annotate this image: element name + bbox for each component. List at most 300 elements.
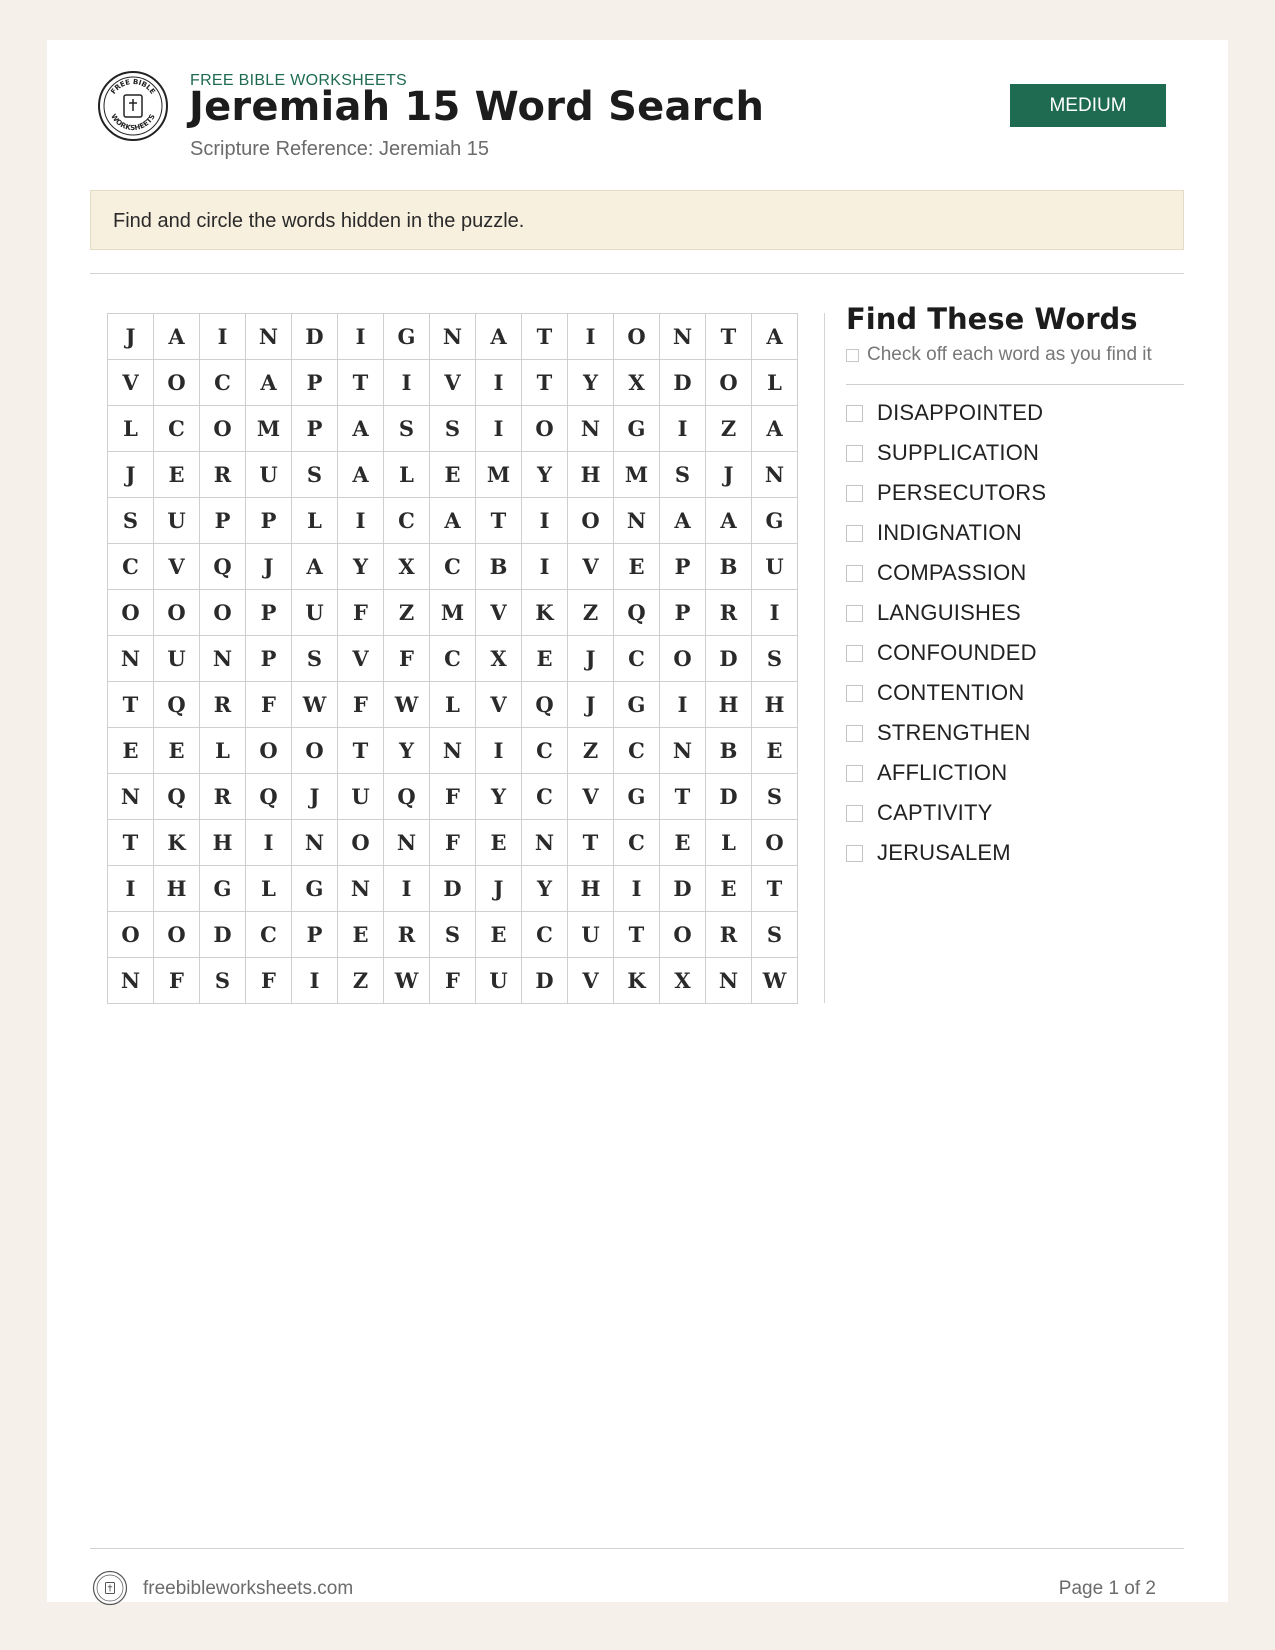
grid-cell[interactable]: L bbox=[246, 866, 292, 912]
grid-cell[interactable]: O bbox=[752, 820, 798, 866]
grid-cell[interactable]: R bbox=[706, 590, 752, 636]
grid-cell[interactable]: A bbox=[660, 498, 706, 544]
grid-cell[interactable]: S bbox=[660, 452, 706, 498]
grid-cell[interactable]: E bbox=[476, 820, 522, 866]
grid-cell[interactable]: M bbox=[476, 452, 522, 498]
grid-cell[interactable]: P bbox=[292, 912, 338, 958]
difficulty-badge: MEDIUM bbox=[1010, 84, 1166, 127]
grid-cell[interactable]: X bbox=[476, 636, 522, 682]
word-checkbox[interactable] bbox=[846, 645, 863, 662]
grid-cell[interactable]: N bbox=[108, 636, 154, 682]
grid-cell[interactable]: N bbox=[614, 498, 660, 544]
grid-cell[interactable]: V bbox=[568, 958, 614, 1004]
grid-cell[interactable]: A bbox=[154, 314, 200, 360]
grid-cell[interactable]: F bbox=[384, 636, 430, 682]
grid-cell[interactable]: V bbox=[568, 544, 614, 590]
word-list-item bbox=[846, 633, 1184, 673]
grid-cell[interactable]: O bbox=[338, 820, 384, 866]
grid-cell[interactable]: U bbox=[292, 590, 338, 636]
grid-cell[interactable]: Y bbox=[338, 544, 384, 590]
grid-cell[interactable]: N bbox=[108, 774, 154, 820]
grid-cell[interactable]: B bbox=[476, 544, 522, 590]
word-list-title: Find These Words bbox=[846, 302, 1138, 336]
grid-cell[interactable]: T bbox=[108, 682, 154, 728]
grid-cell[interactable]: S bbox=[430, 912, 476, 958]
page-number: Page 1 of 2 bbox=[1058, 1578, 1156, 1599]
grid-cell[interactable]: C bbox=[430, 544, 476, 590]
grid-cell[interactable]: S bbox=[384, 406, 430, 452]
grid-cell[interactable]: M bbox=[246, 406, 292, 452]
footer-divider bbox=[90, 1548, 1184, 1549]
grid-cell[interactable]: E bbox=[614, 544, 660, 590]
grid-cell[interactable]: L bbox=[108, 406, 154, 452]
worksheet-page bbox=[47, 40, 1228, 1602]
grid-cell[interactable]: F bbox=[338, 590, 384, 636]
grid-cell[interactable]: F bbox=[430, 820, 476, 866]
word-label: DISAPPOINTED bbox=[877, 400, 1044, 425]
grid-cell[interactable]: I bbox=[200, 314, 246, 360]
grid-cell[interactable]: O bbox=[660, 912, 706, 958]
grid-cell[interactable]: J bbox=[292, 774, 338, 820]
grid-cell[interactable]: D bbox=[660, 866, 706, 912]
grid-cell[interactable]: I bbox=[292, 958, 338, 1004]
grid-cell[interactable]: H bbox=[200, 820, 246, 866]
footer-site-link[interactable]: freebibleworksheets.com bbox=[143, 1578, 354, 1599]
grid-row bbox=[108, 452, 798, 498]
grid-cell[interactable]: B bbox=[706, 544, 752, 590]
instructions-box: Find and circle the words hidden in the puzzle. bbox=[90, 190, 1184, 250]
grid-cell[interactable]: H bbox=[568, 452, 614, 498]
grid-row bbox=[108, 360, 798, 406]
grid-cell[interactable]: A bbox=[338, 406, 384, 452]
grid-row bbox=[108, 958, 798, 1004]
grid-cell[interactable]: Q bbox=[200, 544, 246, 590]
grid-cell[interactable]: T bbox=[706, 314, 752, 360]
divider bbox=[846, 384, 1184, 385]
word-list-item bbox=[846, 793, 1184, 833]
grid-cell[interactable]: M bbox=[614, 452, 660, 498]
brand-label: FREE BIBLE WORKSHEETS bbox=[190, 72, 408, 89]
grid-cell[interactable]: C bbox=[614, 820, 660, 866]
grid-cell[interactable]: N bbox=[752, 452, 798, 498]
grid-cell[interactable]: E bbox=[430, 452, 476, 498]
grid-cell[interactable]: C bbox=[522, 912, 568, 958]
grid-cell[interactable]: N bbox=[108, 958, 154, 1004]
word-label: SUPPLICATION bbox=[877, 440, 1040, 465]
grid-cell[interactable]: W bbox=[752, 958, 798, 1004]
grid-cell[interactable]: C bbox=[430, 636, 476, 682]
grid-cell[interactable]: Q bbox=[154, 774, 200, 820]
bible-seal-icon bbox=[97, 70, 169, 142]
grid-cell[interactable]: G bbox=[614, 774, 660, 820]
grid-cell[interactable]: X bbox=[614, 360, 660, 406]
grid-cell[interactable]: T bbox=[522, 314, 568, 360]
grid-cell[interactable]: V bbox=[476, 682, 522, 728]
grid-cell[interactable]: G bbox=[614, 682, 660, 728]
grid-row bbox=[108, 314, 798, 360]
grid-cell[interactable]: S bbox=[430, 406, 476, 452]
grid-cell[interactable]: A bbox=[292, 544, 338, 590]
grid-cell[interactable]: N bbox=[246, 314, 292, 360]
grid-cell[interactable]: S bbox=[200, 958, 246, 1004]
grid-cell[interactable]: M bbox=[430, 590, 476, 636]
grid-cell[interactable]: T bbox=[614, 912, 660, 958]
grid-cell[interactable]: T bbox=[476, 498, 522, 544]
grid-cell[interactable]: O bbox=[108, 912, 154, 958]
grid-cell[interactable]: P bbox=[660, 544, 706, 590]
grid-cell[interactable]: H bbox=[706, 682, 752, 728]
grid-cell[interactable]: N bbox=[430, 314, 476, 360]
grid-cell[interactable]: N bbox=[660, 728, 706, 774]
word-list-hint bbox=[846, 340, 1184, 370]
grid-cell[interactable]: A bbox=[246, 360, 292, 406]
grid-cell[interactable]: E bbox=[154, 452, 200, 498]
grid-cell[interactable]: D bbox=[200, 912, 246, 958]
grid-cell[interactable]: E bbox=[522, 636, 568, 682]
grid-cell[interactable]: Q bbox=[384, 774, 430, 820]
divider bbox=[90, 273, 1184, 274]
grid-cell[interactable]: X bbox=[384, 544, 430, 590]
grid-cell[interactable]: J bbox=[706, 452, 752, 498]
header bbox=[47, 40, 1228, 180]
grid-cell[interactable]: O bbox=[154, 912, 200, 958]
word-list-panel bbox=[846, 298, 1184, 873]
grid-cell[interactable]: E bbox=[660, 820, 706, 866]
grid-cell[interactable]: L bbox=[430, 682, 476, 728]
grid-cell[interactable]: W bbox=[292, 682, 338, 728]
word-checkbox[interactable] bbox=[846, 565, 863, 582]
word-search-grid bbox=[107, 313, 798, 1004]
grid-cell[interactable]: F bbox=[430, 774, 476, 820]
hint-text: Check off each word as you find it bbox=[867, 344, 1152, 365]
grid-row bbox=[108, 544, 798, 590]
grid-cell[interactable]: L bbox=[752, 360, 798, 406]
grid-cell[interactable]: A bbox=[706, 498, 752, 544]
grid-cell[interactable]: T bbox=[660, 774, 706, 820]
word-label: STRENGTHEN bbox=[877, 720, 1031, 745]
grid-cell[interactable]: I bbox=[752, 590, 798, 636]
grid-cell[interactable]: O bbox=[614, 314, 660, 360]
grid-cell[interactable]: L bbox=[384, 452, 430, 498]
grid-cell[interactable]: G bbox=[292, 866, 338, 912]
grid-cell[interactable]: D bbox=[706, 636, 752, 682]
grid-cell[interactable]: E bbox=[338, 912, 384, 958]
grid-cell[interactable]: O bbox=[292, 728, 338, 774]
grid-cell[interactable]: C bbox=[614, 636, 660, 682]
grid-cell[interactable]: U bbox=[752, 544, 798, 590]
grid-cell[interactable]: O bbox=[108, 590, 154, 636]
grid-cell[interactable]: O bbox=[568, 498, 614, 544]
word-checkbox[interactable] bbox=[846, 685, 863, 702]
grid-cell[interactable]: W bbox=[384, 682, 430, 728]
grid-cell[interactable]: U bbox=[246, 452, 292, 498]
grid-cell[interactable]: I bbox=[660, 682, 706, 728]
word-list-item bbox=[846, 393, 1184, 433]
grid-cell[interactable]: J bbox=[108, 452, 154, 498]
grid-cell[interactable]: A bbox=[430, 498, 476, 544]
word-checkbox[interactable] bbox=[846, 725, 863, 742]
grid-row bbox=[108, 912, 798, 958]
word-checkbox[interactable] bbox=[846, 405, 863, 422]
word-list-item bbox=[846, 433, 1184, 473]
grid-cell[interactable]: S bbox=[292, 452, 338, 498]
grid-cell[interactable]: V bbox=[568, 774, 614, 820]
grid-cell[interactable]: K bbox=[154, 820, 200, 866]
vertical-divider bbox=[824, 313, 825, 1003]
grid-cell[interactable]: H bbox=[154, 866, 200, 912]
grid-cell[interactable]: P bbox=[292, 360, 338, 406]
grid-cell[interactable]: U bbox=[476, 958, 522, 1004]
grid-row bbox=[108, 636, 798, 682]
grid-cell[interactable]: Q bbox=[246, 774, 292, 820]
grid-cell[interactable]: L bbox=[200, 728, 246, 774]
grid-cell[interactable]: T bbox=[108, 820, 154, 866]
grid-cell[interactable]: D bbox=[522, 958, 568, 1004]
grid-cell[interactable]: N bbox=[430, 728, 476, 774]
grid-cell[interactable]: F bbox=[246, 682, 292, 728]
grid-cell[interactable]: O bbox=[154, 360, 200, 406]
grid-cell[interactable]: A bbox=[338, 452, 384, 498]
grid-cell[interactable]: Y bbox=[522, 452, 568, 498]
grid-cell[interactable]: A bbox=[752, 314, 798, 360]
grid-cell[interactable]: R bbox=[200, 682, 246, 728]
grid-cell[interactable]: P bbox=[246, 636, 292, 682]
grid-cell[interactable]: N bbox=[706, 958, 752, 1004]
grid-cell[interactable]: R bbox=[200, 452, 246, 498]
grid-cell[interactable]: E bbox=[706, 866, 752, 912]
grid-cell[interactable]: I bbox=[568, 314, 614, 360]
grid-cell[interactable]: N bbox=[568, 406, 614, 452]
grid-row bbox=[108, 498, 798, 544]
grid-cell[interactable]: G bbox=[200, 866, 246, 912]
grid-cell[interactable]: Z bbox=[338, 958, 384, 1004]
word-list-item bbox=[846, 593, 1184, 633]
grid-cell[interactable]: E bbox=[108, 728, 154, 774]
word-label: PERSECUTORS bbox=[877, 480, 1047, 505]
bible-seal-icon bbox=[92, 1570, 128, 1606]
grid-cell[interactable]: V bbox=[338, 636, 384, 682]
grid-cell[interactable]: I bbox=[246, 820, 292, 866]
grid-cell[interactable]: V bbox=[108, 360, 154, 406]
grid-cell[interactable]: Z bbox=[384, 590, 430, 636]
word-list-item bbox=[846, 713, 1184, 753]
grid-cell[interactable]: C bbox=[384, 498, 430, 544]
word-label: CONFOUNDED bbox=[877, 640, 1037, 665]
grid-cell[interactable]: C bbox=[522, 774, 568, 820]
grid-cell[interactable]: T bbox=[338, 360, 384, 406]
grid-cell[interactable]: D bbox=[292, 314, 338, 360]
grid-cell[interactable]: T bbox=[338, 728, 384, 774]
grid-cell[interactable]: G bbox=[752, 498, 798, 544]
word-checkbox[interactable] bbox=[846, 485, 863, 502]
word-list-item bbox=[846, 473, 1184, 513]
grid-cell[interactable]: C bbox=[154, 406, 200, 452]
grid-cell[interactable]: Y bbox=[522, 866, 568, 912]
grid-cell[interactable]: N bbox=[660, 314, 706, 360]
grid-cell[interactable]: O bbox=[522, 406, 568, 452]
grid-cell[interactable]: V bbox=[430, 360, 476, 406]
grid-cell[interactable]: G bbox=[614, 406, 660, 452]
scripture-reference: Scripture Reference: Jeremiah 15 bbox=[190, 138, 490, 160]
grid-cell[interactable]: F bbox=[430, 958, 476, 1004]
grid-cell[interactable]: X bbox=[660, 958, 706, 1004]
grid-cell[interactable]: J bbox=[108, 314, 154, 360]
grid-cell[interactable]: I bbox=[108, 866, 154, 912]
word-label: LANGUISHES bbox=[877, 600, 1021, 625]
grid-cell[interactable]: I bbox=[338, 498, 384, 544]
grid-cell[interactable]: R bbox=[384, 912, 430, 958]
grid-cell[interactable]: K bbox=[614, 958, 660, 1004]
grid-cell[interactable]: P bbox=[292, 406, 338, 452]
grid-cell[interactable]: O bbox=[246, 728, 292, 774]
grid-cell[interactable]: A bbox=[752, 406, 798, 452]
grid-cell[interactable]: D bbox=[430, 866, 476, 912]
grid-cell[interactable]: F bbox=[154, 958, 200, 1004]
word-label: CAPTIVITY bbox=[877, 800, 993, 825]
grid-cell[interactable]: J bbox=[568, 682, 614, 728]
grid-cell[interactable]: C bbox=[614, 728, 660, 774]
grid-cell[interactable]: Y bbox=[476, 774, 522, 820]
grid-cell[interactable]: H bbox=[568, 866, 614, 912]
grid-cell[interactable]: P bbox=[200, 498, 246, 544]
grid-cell[interactable]: Y bbox=[384, 728, 430, 774]
grid-cell[interactable]: O bbox=[154, 590, 200, 636]
word-checkbox[interactable] bbox=[846, 845, 863, 862]
grid-cell[interactable]: P bbox=[246, 590, 292, 636]
grid-cell[interactable]: J bbox=[568, 636, 614, 682]
grid-cell[interactable]: J bbox=[476, 866, 522, 912]
word-checkbox[interactable] bbox=[846, 805, 863, 822]
grid-cell[interactable]: Y bbox=[568, 360, 614, 406]
word-checkbox[interactable] bbox=[846, 525, 863, 542]
word-label: JERUSALEM bbox=[877, 840, 1011, 865]
grid-cell[interactable]: C bbox=[108, 544, 154, 590]
grid-cell[interactable]: Q bbox=[154, 682, 200, 728]
grid-row bbox=[108, 728, 798, 774]
word-label: COMPASSION bbox=[877, 560, 1027, 585]
grid-cell[interactable]: F bbox=[246, 958, 292, 1004]
grid-cell[interactable]: U bbox=[338, 774, 384, 820]
grid-row bbox=[108, 590, 798, 636]
word-label: AFFLICTION bbox=[877, 760, 1008, 785]
grid-cell[interactable]: Q bbox=[614, 590, 660, 636]
grid-cell[interactable]: K bbox=[522, 590, 568, 636]
grid-cell[interactable]: R bbox=[706, 912, 752, 958]
word-checkbox[interactable] bbox=[846, 445, 863, 462]
grid-cell[interactable]: O bbox=[706, 360, 752, 406]
grid-cell[interactable]: P bbox=[660, 590, 706, 636]
grid-cell[interactable]: N bbox=[338, 866, 384, 912]
grid-cell[interactable]: D bbox=[706, 774, 752, 820]
word-checkbox[interactable] bbox=[846, 605, 863, 622]
grid-cell[interactable]: T bbox=[752, 866, 798, 912]
word-list bbox=[846, 393, 1184, 873]
grid-cell[interactable]: Z bbox=[706, 406, 752, 452]
grid-cell[interactable]: C bbox=[522, 728, 568, 774]
grid-cell[interactable]: Z bbox=[568, 728, 614, 774]
word-list-item bbox=[846, 833, 1184, 873]
word-label: INDIGNATION bbox=[877, 520, 1022, 545]
grid-cell[interactable]: V bbox=[154, 544, 200, 590]
word-list-item bbox=[846, 513, 1184, 553]
grid-cell[interactable]: U bbox=[154, 498, 200, 544]
grid-cell[interactable]: I bbox=[384, 360, 430, 406]
grid-cell[interactable]: T bbox=[568, 820, 614, 866]
word-list-item bbox=[846, 553, 1184, 593]
checkbox-icon bbox=[846, 349, 859, 362]
grid-cell[interactable]: O bbox=[200, 590, 246, 636]
grid-cell[interactable]: L bbox=[292, 498, 338, 544]
grid-cell[interactable]: W bbox=[384, 958, 430, 1004]
logo-text-top: FREE BIBLE bbox=[109, 77, 157, 96]
logo-text-bottom: WORKSHEETS bbox=[109, 112, 157, 133]
grid-cell[interactable]: I bbox=[614, 866, 660, 912]
page-title: Jeremiah 15 Word Search bbox=[189, 84, 765, 130]
grid-cell[interactable]: I bbox=[476, 360, 522, 406]
word-list-item bbox=[846, 673, 1184, 713]
grid-cell[interactable]: H bbox=[752, 682, 798, 728]
grid-row bbox=[108, 682, 798, 728]
grid-cell[interactable]: S bbox=[752, 912, 798, 958]
grid-cell[interactable]: T bbox=[522, 360, 568, 406]
word-label: CONTENTION bbox=[877, 680, 1025, 705]
grid-cell[interactable]: O bbox=[660, 636, 706, 682]
grid-cell[interactable]: S bbox=[108, 498, 154, 544]
grid-cell[interactable]: U bbox=[154, 636, 200, 682]
grid-cell[interactable]: R bbox=[200, 774, 246, 820]
grid-cell[interactable]: I bbox=[476, 728, 522, 774]
grid-cell[interactable]: F bbox=[338, 682, 384, 728]
grid-cell[interactable]: N bbox=[200, 636, 246, 682]
grid-cell[interactable]: S bbox=[292, 636, 338, 682]
grid-cell[interactable]: N bbox=[384, 820, 430, 866]
grid-cell[interactable]: B bbox=[706, 728, 752, 774]
grid-cell[interactable]: D bbox=[660, 360, 706, 406]
grid-cell[interactable]: E bbox=[476, 912, 522, 958]
grid-cell[interactable]: A bbox=[476, 314, 522, 360]
grid-cell[interactable]: N bbox=[522, 820, 568, 866]
grid-cell[interactable]: Q bbox=[522, 682, 568, 728]
grid-cell[interactable]: S bbox=[752, 636, 798, 682]
grid-row bbox=[108, 866, 798, 912]
grid-cell[interactable]: C bbox=[200, 360, 246, 406]
grid-row bbox=[108, 774, 798, 820]
grid-cell[interactable]: O bbox=[200, 406, 246, 452]
grid-cell[interactable]: I bbox=[338, 314, 384, 360]
word-list-item bbox=[846, 753, 1184, 793]
grid-cell[interactable]: P bbox=[246, 498, 292, 544]
grid-row bbox=[108, 406, 798, 452]
grid-cell[interactable]: V bbox=[476, 590, 522, 636]
grid-cell[interactable]: I bbox=[660, 406, 706, 452]
grid-cell[interactable]: N bbox=[292, 820, 338, 866]
grid-cell[interactable]: G bbox=[384, 314, 430, 360]
grid-cell[interactable]: C bbox=[246, 912, 292, 958]
grid-cell[interactable]: L bbox=[706, 820, 752, 866]
grid-cell[interactable]: I bbox=[384, 866, 430, 912]
grid-cell[interactable]: E bbox=[752, 728, 798, 774]
grid-cell[interactable]: I bbox=[522, 498, 568, 544]
grid-cell[interactable]: U bbox=[568, 912, 614, 958]
grid-cell[interactable]: Z bbox=[568, 590, 614, 636]
grid-cell[interactable]: I bbox=[476, 406, 522, 452]
grid-cell[interactable]: I bbox=[522, 544, 568, 590]
grid-cell[interactable]: J bbox=[246, 544, 292, 590]
grid-cell[interactable]: E bbox=[154, 728, 200, 774]
word-checkbox[interactable] bbox=[846, 765, 863, 782]
grid-row bbox=[108, 820, 798, 866]
grid-cell[interactable]: S bbox=[752, 774, 798, 820]
